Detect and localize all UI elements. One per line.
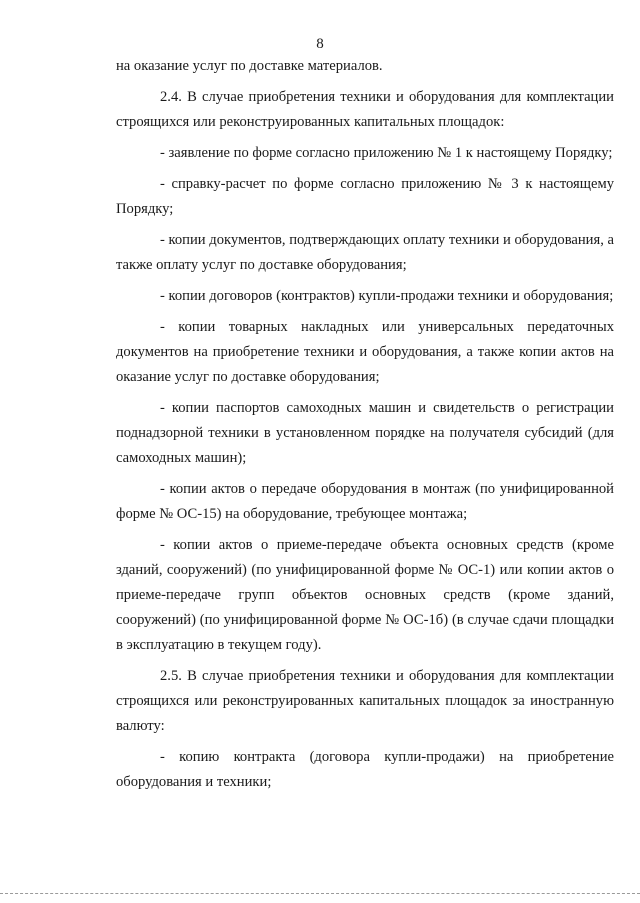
paragraph-continuation: на оказание услуг по доставке материалов. xyxy=(116,58,383,74)
document-body xyxy=(116,54,614,795)
page-number: 8 xyxy=(316,36,324,52)
list-item: - копии актов о приеме-передаче объекта основных средств (кроме зданий, сооружений) (по унифицированной форме № ОС-1) или копии актов о приеме-передаче групп объектов основных средств (кроме зданий, сооружений) (по унифицированной форме № ОС-1б) (в случае сдачи площадки в эксплуатацию в текущем году). xyxy=(116,537,614,653)
list-item: - копии товарных накладных или универсальных передаточных документов на приобретение техники и оборудования, а также копии актов на оказание услуг по доставке оборудования; xyxy=(116,319,614,385)
list-item: - справку-расчет по форме согласно приложению № 3 к настоящему Порядку; xyxy=(116,176,614,217)
list-item: - копию контракта (договора купли-продажи) на приобретение оборудования и техники; xyxy=(116,749,614,790)
section-2-5-heading: 2.5. В случае приобретения техники и оборудования для комплектации строящихся или реконструированных капитальных площадок за иностранную валюту: xyxy=(116,668,614,734)
list-item: - копии паспортов самоходных машин и свидетельств о регистрации поднадзорной техники в установленном порядке на получателя субсидий (для самоходных машин); xyxy=(116,400,614,466)
section-2-4-heading: 2.4. В случае приобретения техники и оборудования для комплектации строящихся или реконструированных капитальных площадок: xyxy=(116,89,614,130)
page-bottom-divider xyxy=(0,893,640,894)
list-item: - заявление по форме согласно приложению № 1 к настоящему Порядку; xyxy=(160,145,613,161)
list-item: - копии документов, подтверждающих оплату техники и оборудования, а также оплату услуг по доставке оборудования; xyxy=(116,232,614,273)
list-item: - копии актов о передаче оборудования в монтаж (по унифицированной форме № ОС-15) на оборудование, требующее монтажа; xyxy=(116,481,614,522)
list-item: - копии договоров (контрактов) купли-продажи техники и оборудования; xyxy=(160,288,614,304)
